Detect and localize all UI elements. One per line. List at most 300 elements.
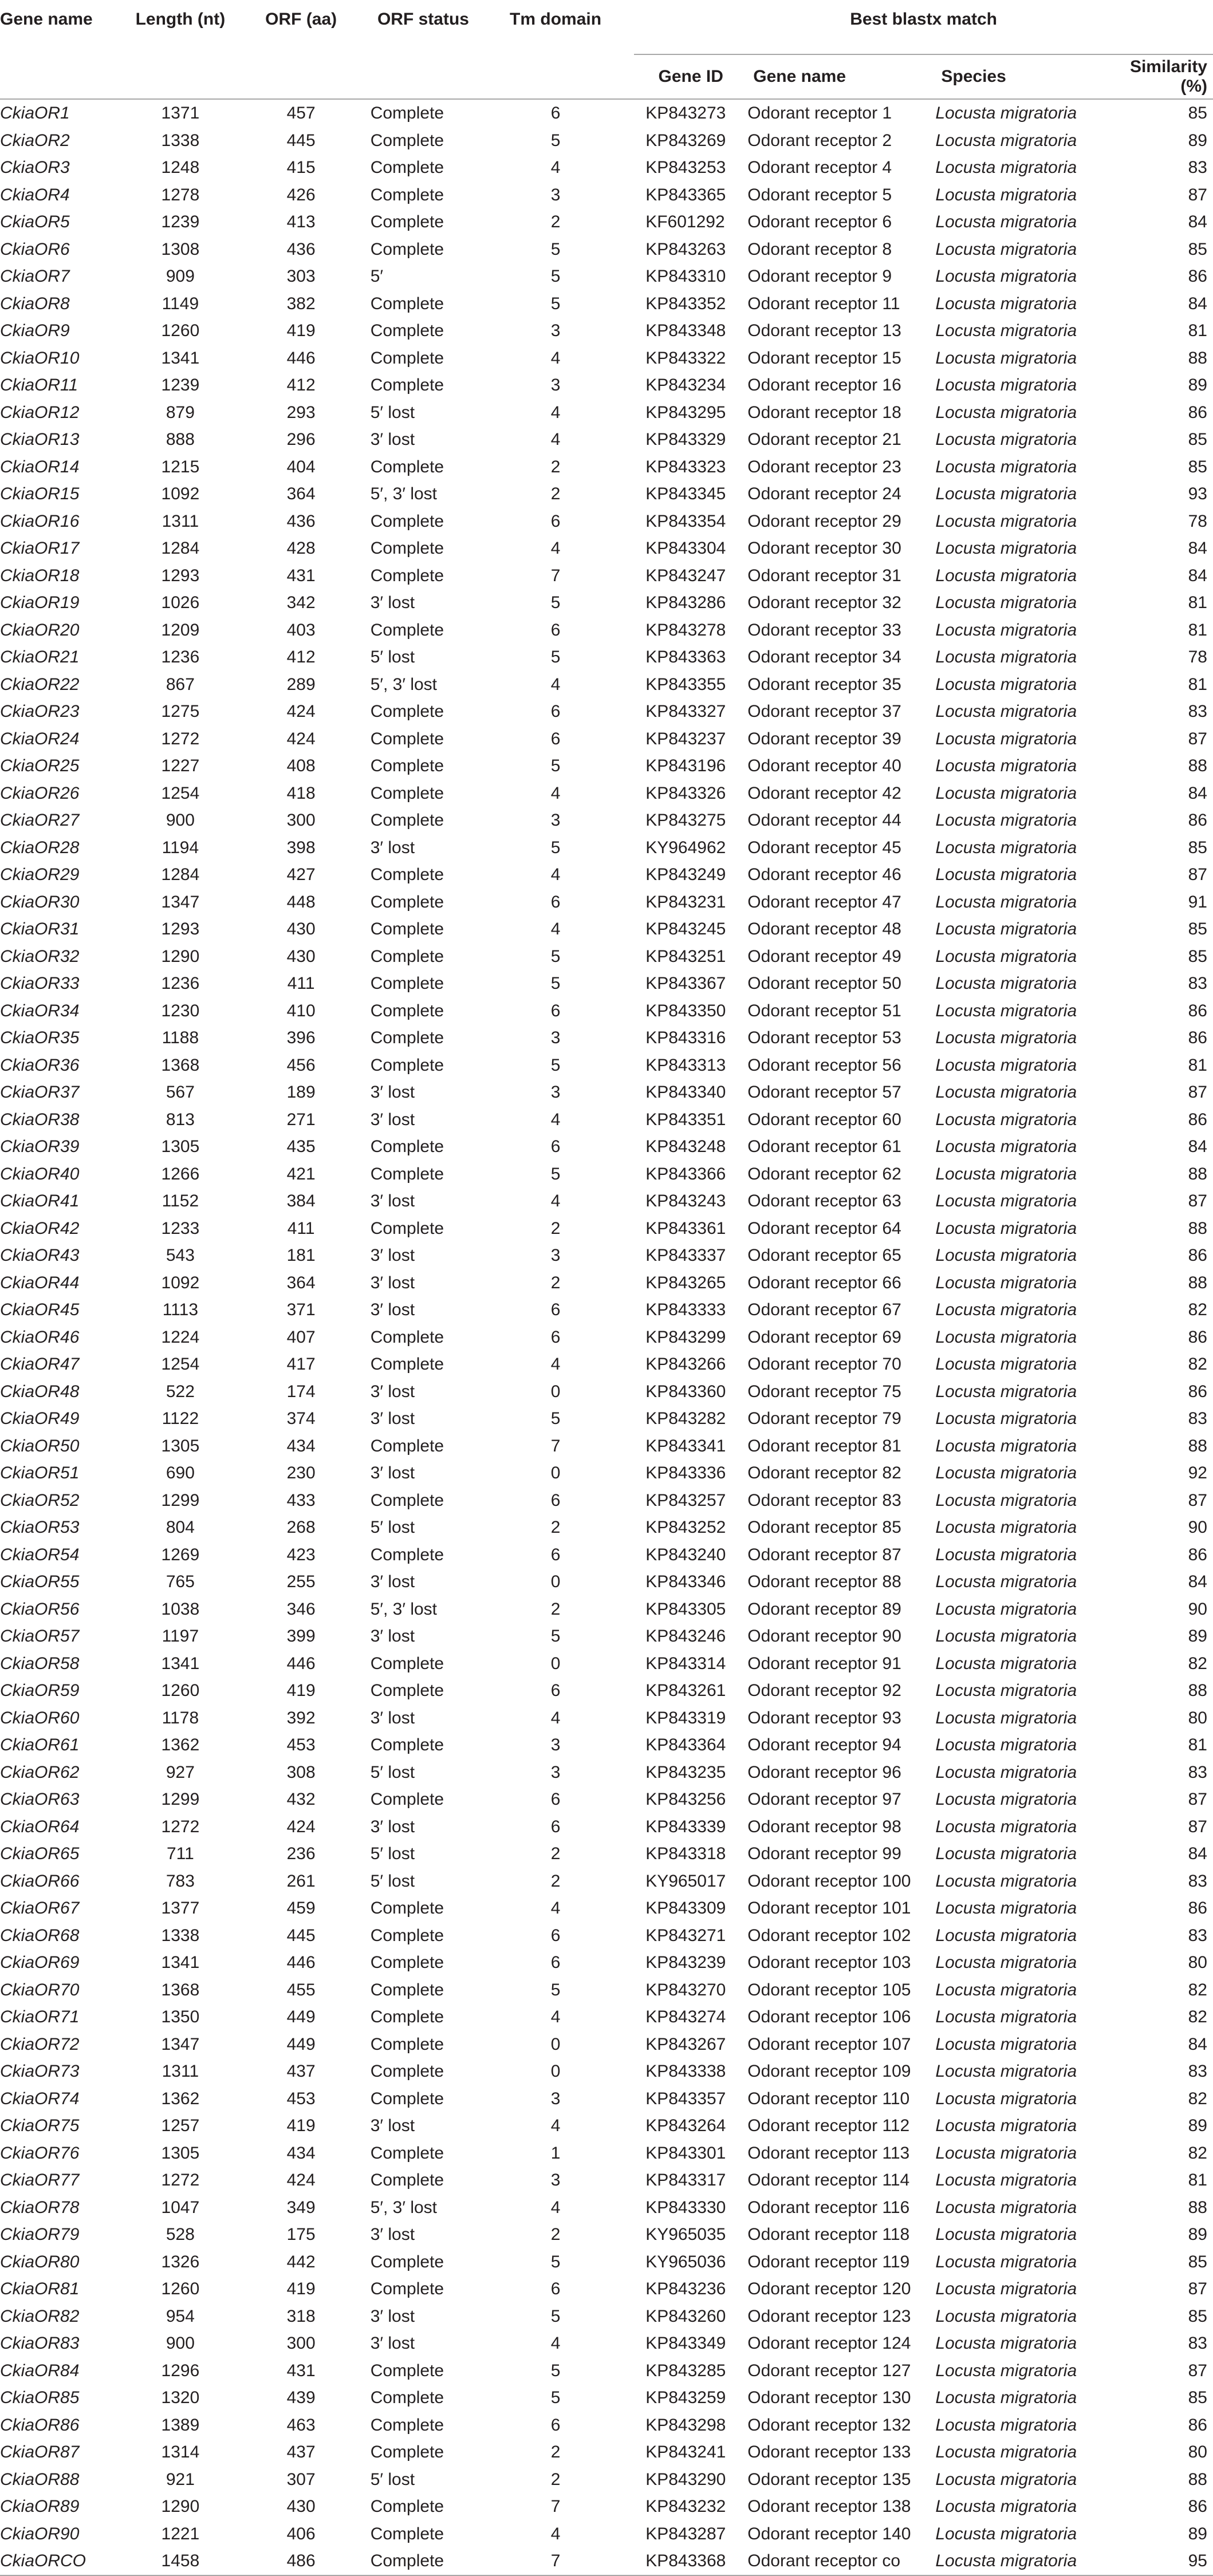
- cell-similarity: 90: [1188, 1599, 1207, 1619]
- cell-orf: 430: [286, 946, 316, 966]
- cell-gene-name: CkiaORCO: [0, 2547, 116, 2575]
- cell-tm-domain: 2: [550, 2443, 561, 2461]
- cell-spacer: [623, 834, 634, 862]
- table-row: [0, 2194, 1213, 2222]
- cell-orf-status: Complete: [370, 321, 444, 340]
- cell-tm-domain: 6: [550, 620, 561, 640]
- cell-orf: 445: [286, 1926, 316, 1945]
- cell-match-gene-name: Odorant receptor 123: [747, 2306, 911, 2326]
- cell-orf-status: Complete: [370, 566, 444, 585]
- cell-spacer: [623, 2248, 634, 2276]
- cell-species: Locusta migratoria: [935, 212, 1077, 231]
- table-row: [0, 263, 1213, 290]
- cell-orf-status: Complete: [370, 756, 444, 775]
- cell-tm-domain: 6: [550, 2415, 561, 2435]
- table-row: [0, 2031, 1213, 2058]
- cell-gene-name: CkiaOR74: [0, 2089, 80, 2108]
- cell-species: Locusta migratoria: [935, 131, 1077, 150]
- table-row: [0, 1623, 1213, 1650]
- table-row: [0, 617, 1213, 644]
- cell-orf: 433: [286, 1490, 316, 1510]
- cell-length: 927: [166, 1762, 195, 1782]
- cell-gene-id: KP843287: [645, 2524, 726, 2543]
- cell-species: Locusta migratoria: [935, 1137, 1077, 1156]
- cell-match-gene-name: Odorant receptor 97: [747, 1790, 901, 1809]
- cell-gene-id: KP843350: [645, 1001, 726, 1020]
- table-row: [0, 1296, 1213, 1324]
- cell-gene-id: KP843260: [645, 2306, 726, 2326]
- cell-spacer: [623, 589, 634, 617]
- cell-tm-domain: 6: [550, 1327, 561, 1347]
- cell-similarity: 89: [1188, 131, 1207, 150]
- cell-species: Locusta migratoria: [935, 1192, 1077, 1210]
- table-row: [0, 997, 1213, 1025]
- cell-gene-id: KP843327: [645, 702, 726, 721]
- cell-orf-status: Complete: [370, 1164, 444, 1184]
- cell-spacer: [623, 1731, 634, 1759]
- cell-match-gene-name: Odorant receptor 18: [747, 403, 901, 422]
- cell-gene-name: CkiaOR56: [0, 1599, 80, 1619]
- cell-orf-status: 3′ lost: [370, 593, 415, 612]
- header-gene-id: Gene ID: [634, 54, 747, 99]
- table-row: [0, 889, 1213, 916]
- cell-gene-name: CkiaOR11: [0, 376, 78, 395]
- cell-length: 813: [166, 1110, 195, 1129]
- table-body: [0, 99, 1213, 2575]
- cell-gene-id: KP843304: [645, 539, 726, 558]
- cell-gene-name: CkiaOR59: [0, 1681, 80, 1700]
- cell-similarity: 83: [1188, 1926, 1207, 1945]
- cell-tm-domain: 2: [550, 1518, 561, 1537]
- cell-orf-status: Complete: [370, 1218, 444, 1238]
- cell-tm-domain: 4: [550, 539, 561, 558]
- cell-length: 1305: [161, 2143, 200, 2163]
- cell-spacer: [623, 916, 634, 943]
- cell-length: 1178: [162, 1708, 199, 1727]
- cell-orf: 181: [286, 1246, 316, 1265]
- cell-length: 1026: [161, 593, 200, 612]
- cell-length: 888: [166, 430, 195, 449]
- cell-species: Locusta migratoria: [935, 2279, 1077, 2298]
- cell-orf-status: 3′ lost: [370, 1110, 415, 1129]
- table-row: [0, 2085, 1213, 2113]
- cell-tm-domain: 2: [550, 2470, 561, 2489]
- table-row: [0, 1568, 1213, 1596]
- cell-species: Locusta migratoria: [935, 484, 1077, 503]
- cell-gene-name: CkiaOR72: [0, 2034, 80, 2054]
- cell-match-gene-name: Odorant receptor 4: [747, 158, 892, 177]
- cell-spacer: [623, 2330, 634, 2357]
- table-row: [0, 1052, 1213, 1079]
- cell-gene-id: KP843326: [645, 783, 726, 803]
- cell-gene-id: KP843305: [645, 1599, 726, 1619]
- cell-spacer: [623, 1052, 634, 1079]
- cell-gene-name: CkiaOR36: [0, 1055, 80, 1075]
- cell-match-gene-name: Odorant receptor 1: [747, 104, 892, 123]
- cell-species: Locusta migratoria: [935, 1762, 1077, 1782]
- cell-length: 1299: [161, 1490, 200, 1510]
- cell-length: 1311: [162, 511, 199, 531]
- cell-spacer: [623, 1677, 634, 1705]
- cell-species: Locusta migratoria: [935, 1218, 1077, 1238]
- cell-match-gene-name: Odorant receptor 42: [747, 783, 901, 803]
- cell-similarity: 88: [1188, 1436, 1207, 1455]
- cell-gene-id: KP843336: [645, 1463, 726, 1482]
- cell-spacer: [623, 1977, 634, 2004]
- cell-tm-domain: 4: [550, 2198, 561, 2217]
- cell-orf-status: Complete: [370, 212, 444, 231]
- cell-orf: 268: [286, 1518, 316, 1537]
- cell-orf: 412: [286, 648, 316, 666]
- table-row: [0, 2439, 1213, 2466]
- cell-orf: 175: [286, 2225, 316, 2244]
- cell-match-gene-name: Odorant receptor 110: [747, 2089, 910, 2108]
- cell-spacer: [623, 317, 634, 345]
- table-row: [0, 290, 1213, 318]
- cell-orf-status: 3′ lost: [370, 1083, 415, 1102]
- cell-gene-id: KP843266: [645, 1355, 726, 1374]
- cell-gene-id: KP843316: [645, 1028, 726, 1047]
- cell-gene-name: CkiaOR84: [0, 2361, 80, 2380]
- cell-tm-domain: 4: [550, 430, 561, 449]
- cell-spacer: [623, 1759, 634, 1786]
- cell-species: Locusta migratoria: [935, 1708, 1077, 1727]
- cell-orf: 419: [286, 1681, 316, 1700]
- cell-orf-status: 5′: [370, 267, 384, 286]
- cell-orf: 349: [286, 2198, 316, 2217]
- cell-tm-domain: 7: [550, 2497, 561, 2516]
- cell-spacer: [623, 1242, 634, 1269]
- cell-species: Locusta migratoria: [935, 321, 1077, 340]
- table-row: [0, 1106, 1213, 1134]
- cell-orf-status: 5′, 3′ lost: [370, 484, 438, 503]
- cell-orf-status: Complete: [370, 376, 444, 395]
- cell-gene-id: KP843246: [645, 1627, 726, 1646]
- cell-gene-name: CkiaOR17: [0, 539, 80, 558]
- table-row: [0, 834, 1213, 862]
- cell-spacer: [623, 1433, 634, 1460]
- cell-orf-status: 5′, 3′ lost: [370, 674, 438, 694]
- cell-similarity: 89: [1188, 2225, 1207, 2244]
- table-row: [0, 1895, 1213, 1922]
- cell-length: 1347: [161, 2034, 200, 2054]
- cell-length: 1458: [116, 2547, 244, 2575]
- table-row: [0, 317, 1213, 345]
- cell-gene-id: KP843341: [645, 1436, 726, 1455]
- cell-orf: 374: [286, 1409, 316, 1428]
- cell-gene-id: KP843273: [645, 104, 726, 123]
- cell-spacer: [623, 480, 634, 508]
- cell-orf: 392: [286, 1708, 316, 1727]
- cell-gene-id: KP843345: [645, 484, 726, 503]
- cell-similarity: 87: [1188, 729, 1207, 748]
- cell-spacer: [623, 1541, 634, 1569]
- cell-length: 954: [166, 2306, 195, 2326]
- table-row: [0, 2520, 1213, 2548]
- cell-length: 1284: [161, 865, 200, 884]
- cell-similarity: 88: [1188, 1218, 1207, 1238]
- cell-gene-name: CkiaOR21: [0, 648, 80, 666]
- cell-spacer: [623, 1596, 634, 1623]
- cell-spacer: [623, 1459, 634, 1487]
- cell-species: Locusta migratoria: [935, 811, 1077, 830]
- cell-tm-domain: 5: [550, 1055, 561, 1075]
- cell-orf-status: 5′ lost: [370, 403, 415, 422]
- cell-length: 1197: [162, 1627, 199, 1646]
- table-row: [0, 127, 1213, 155]
- cell-species: Locusta migratoria: [935, 648, 1077, 666]
- cell-species: Locusta migratoria: [935, 2306, 1077, 2326]
- cell-orf-status: Complete: [370, 2361, 444, 2380]
- cell-gene-id: KP843278: [645, 620, 726, 640]
- cell-gene-id: KP843247: [645, 566, 726, 585]
- cell-gene-id: KP843256: [645, 1790, 726, 1809]
- cell-length: 1254: [161, 1355, 200, 1374]
- table-row: [0, 508, 1213, 535]
- cell-orf: 437: [286, 2443, 316, 2461]
- table-row: [0, 1677, 1213, 1705]
- cell-similarity: 84: [1188, 1137, 1207, 1156]
- cell-length: 690: [166, 1463, 195, 1482]
- cell-gene-name: CkiaOR24: [0, 729, 80, 748]
- cell-gene-id: KP843196: [645, 756, 726, 775]
- cell-gene-id: KP843237: [645, 729, 726, 748]
- cell-gene-name: CkiaOR1: [0, 104, 70, 123]
- cell-gene-id: KP843234: [645, 376, 726, 395]
- cell-length: 1362: [161, 2089, 200, 2108]
- cell-orf-status: 3′ lost: [370, 1382, 415, 1401]
- cell-tm-domain: 4: [550, 2007, 561, 2026]
- cell-species: Locusta migratoria: [935, 2415, 1077, 2435]
- cell-orf-status: Complete: [370, 1790, 444, 1809]
- table-row: [0, 698, 1213, 725]
- cell-orf: 415: [286, 158, 316, 177]
- cell-gene-name: CkiaOR37: [0, 1083, 80, 1102]
- table-row: [0, 1868, 1213, 1895]
- cell-tm-domain: 0: [550, 2062, 561, 2081]
- cell-similarity: 88: [1188, 756, 1207, 775]
- cell-spacer: [623, 535, 634, 562]
- cell-gene-id: KP843348: [645, 321, 726, 340]
- cell-similarity: 89: [1188, 376, 1207, 395]
- cell-gene-id: KP843285: [645, 2361, 726, 2380]
- cell-length: 1122: [162, 1409, 199, 1428]
- cell-length: 1338: [161, 1926, 200, 1945]
- cell-tm-domain: 0: [550, 1654, 561, 1673]
- cell-gene-name: CkiaOR7: [0, 267, 70, 286]
- cell-spacer: [623, 1786, 634, 1813]
- cell-tm-domain: 4: [550, 2334, 561, 2353]
- table-row: [0, 1242, 1213, 1269]
- cell-orf: 424: [286, 729, 316, 748]
- cell-orf-status: Complete: [370, 1681, 444, 1700]
- table-row: [0, 2112, 1213, 2140]
- cell-tm-domain: 4: [550, 674, 561, 694]
- table-row: [0, 562, 1213, 590]
- cell-orf: 303: [286, 267, 316, 286]
- cell-match-gene-name: Odorant receptor 11: [747, 294, 900, 313]
- cell-spacer: [623, 1106, 634, 1134]
- cell-gene-name: CkiaOR66: [0, 1871, 80, 1891]
- cell-gene-id: KP843314: [645, 1654, 726, 1673]
- cell-species: Locusta migratoria: [935, 1083, 1077, 1102]
- cell-gene-id: KP843329: [645, 430, 726, 449]
- cell-spacer: [623, 1868, 634, 1895]
- cell-length: 1272: [161, 729, 200, 748]
- cell-similarity: 80: [1188, 1708, 1207, 1727]
- cell-length: 804: [166, 1518, 195, 1537]
- cell-spacer: [623, 1949, 634, 1977]
- cell-tm-domain: 0: [550, 2034, 561, 2054]
- cell-spacer: [623, 2003, 634, 2031]
- cell-orf: 411: [287, 1218, 315, 1238]
- cell-orf: 411: [287, 974, 315, 993]
- cell-similarity: 87: [1188, 2361, 1207, 2380]
- cell-gene-id: KP843357: [645, 2089, 726, 2108]
- cell-length: 1296: [161, 2361, 200, 2380]
- cell-orf-status: Complete: [370, 2007, 444, 2026]
- cell-length: 1233: [161, 1218, 200, 1238]
- cell-tm-domain: 3: [550, 1246, 561, 1265]
- cell-tm-domain: 5: [550, 838, 561, 857]
- cell-length: 1215: [161, 457, 200, 476]
- cell-gene-id: KP843365: [645, 185, 726, 204]
- cell-length: 1377: [161, 1899, 200, 1918]
- cell-gene-id: KP843354: [645, 511, 726, 531]
- cell-tm-domain: 4: [550, 1110, 561, 1129]
- cell-match-gene-name: Odorant receptor 21: [747, 430, 901, 449]
- cell-similarity: 81: [1188, 674, 1207, 694]
- cell-match-gene-name: Odorant receptor 135: [747, 2470, 911, 2489]
- cell-orf: 442: [286, 2252, 316, 2271]
- cell-spacer: [623, 943, 634, 971]
- cell-gene-name: CkiaOR81: [0, 2279, 80, 2298]
- cell-similarity: 87: [1188, 1083, 1207, 1102]
- cell-spacer: [623, 1079, 634, 1106]
- cell-tm-domain: 6: [550, 702, 561, 721]
- cell-similarity: 82: [1188, 1654, 1207, 1673]
- cell-orf-status: Complete: [370, 974, 444, 993]
- cell-similarity: 91: [1188, 892, 1207, 912]
- cell-spacer: [623, 861, 634, 889]
- cell-match-gene-name: Odorant receptor 114: [747, 2171, 910, 2190]
- cell-spacer: [623, 1705, 634, 1732]
- cell-tm-domain: 6: [550, 1790, 561, 1809]
- cell-length: 1260: [161, 2279, 200, 2298]
- cell-gene-name: CkiaOR69: [0, 1953, 80, 1972]
- cell-orf: 300: [286, 2334, 316, 2353]
- cell-gene-id: KP843368: [634, 2547, 747, 2575]
- cell-spacer: [623, 1188, 634, 1215]
- cell-length: 1254: [161, 783, 200, 803]
- cell-species: Locusta migratoria: [935, 2143, 1077, 2163]
- cell-gene-id: KP843259: [645, 2388, 726, 2407]
- cell-similarity: 84: [1188, 1844, 1207, 1863]
- cell-spacer: [623, 2493, 634, 2520]
- cell-gene-name: CkiaOR4: [0, 185, 70, 204]
- cell-species: Locusta migratoria: [935, 1055, 1077, 1075]
- table-row: [0, 345, 1213, 372]
- cell-species: Locusta migratoria: [935, 2547, 1111, 2575]
- cell-gene-name: CkiaOR19: [0, 593, 80, 612]
- cell-orf-status: Complete: [370, 131, 444, 150]
- cell-length: 921: [166, 2470, 195, 2489]
- cell-length: 1260: [161, 321, 200, 340]
- table-row: [0, 154, 1213, 182]
- cell-similarity: 83: [1188, 1762, 1207, 1782]
- cell-gene-id: KY965036: [645, 2252, 726, 2271]
- cell-gene-name: CkiaOR62: [0, 1762, 80, 1782]
- cell-gene-id: KP843252: [645, 1518, 726, 1537]
- cell-similarity: 89: [1188, 2524, 1207, 2543]
- cell-length: 1341: [161, 348, 200, 368]
- cell-tm-domain: 4: [550, 1192, 561, 1210]
- cell-gene-id: KP843239: [645, 1953, 726, 1972]
- cell-orf: 189: [286, 1083, 316, 1102]
- table-row: [0, 1949, 1213, 1977]
- cell-species: Locusta migratoria: [935, 376, 1077, 395]
- cell-gene-id: KP843346: [645, 1572, 726, 1591]
- cell-gene-id: KP843271: [645, 1926, 726, 1945]
- cell-tm-domain: 6: [550, 1926, 561, 1945]
- cell-species: Locusta migratoria: [935, 158, 1077, 177]
- cell-gene-id: KP843333: [645, 1300, 726, 1319]
- cell-match-gene-name: Odorant receptor 109: [747, 2062, 911, 2081]
- cell-match-gene-name: Odorant receptor 30: [747, 539, 901, 558]
- cell-similarity: 82: [1188, 1355, 1207, 1374]
- cell-gene-id: KP843319: [645, 1708, 726, 1727]
- cell-gene-id: KP843295: [645, 403, 726, 422]
- cell-length: 1272: [161, 1817, 200, 1836]
- cell-orf: 419: [286, 2279, 316, 2298]
- cell-orf-status: Complete: [370, 104, 444, 123]
- cell-similarity: 88: [1188, 1273, 1207, 1292]
- cell-orf: 457: [286, 104, 316, 123]
- cell-tm-domain: 6: [550, 1300, 561, 1319]
- cell-similarity: 81: [1188, 1055, 1207, 1075]
- table-row: [0, 2221, 1213, 2248]
- cell-match-gene-name: Odorant receptor 75: [747, 1382, 901, 1401]
- table-row: [0, 1596, 1213, 1623]
- cell-gene-id: KP843261: [645, 1681, 726, 1700]
- cell-match-gene-name: Odorant receptor 102: [747, 1926, 911, 1945]
- cell-length: 1311: [162, 2062, 199, 2081]
- cell-length: 1341: [161, 1654, 200, 1673]
- table-row: [0, 182, 1213, 209]
- cell-gene-id: KP843251: [645, 946, 726, 966]
- cell-length: 765: [166, 1572, 195, 1591]
- cell-length: 1278: [161, 185, 200, 204]
- cell-spacer: [623, 2194, 634, 2222]
- cell-orf: 418: [286, 783, 316, 803]
- table-row: [0, 2303, 1213, 2330]
- cell-orf: 453: [286, 2089, 316, 2108]
- cell-tm-domain: 5: [550, 974, 561, 993]
- cell-tm-domain: 7: [550, 1436, 561, 1455]
- cell-gene-id: KP843267: [645, 2034, 726, 2054]
- cell-gene-name: CkiaOR13: [0, 430, 80, 449]
- cell-species: Locusta migratoria: [935, 294, 1077, 313]
- cell-length: 522: [166, 1382, 195, 1401]
- cell-gene-name: CkiaOR12: [0, 403, 80, 422]
- cell-tm-domain: 5: [550, 131, 561, 150]
- cell-match-gene-name: Odorant receptor 85: [747, 1518, 901, 1537]
- cell-orf-status: Complete: [370, 2415, 444, 2435]
- cell-orf-status: Complete: [370, 729, 444, 748]
- cell-orf: 427: [286, 865, 316, 884]
- cell-orf-status: Complete: [370, 539, 444, 558]
- cell-orf-status: 3′ lost: [370, 1708, 415, 1727]
